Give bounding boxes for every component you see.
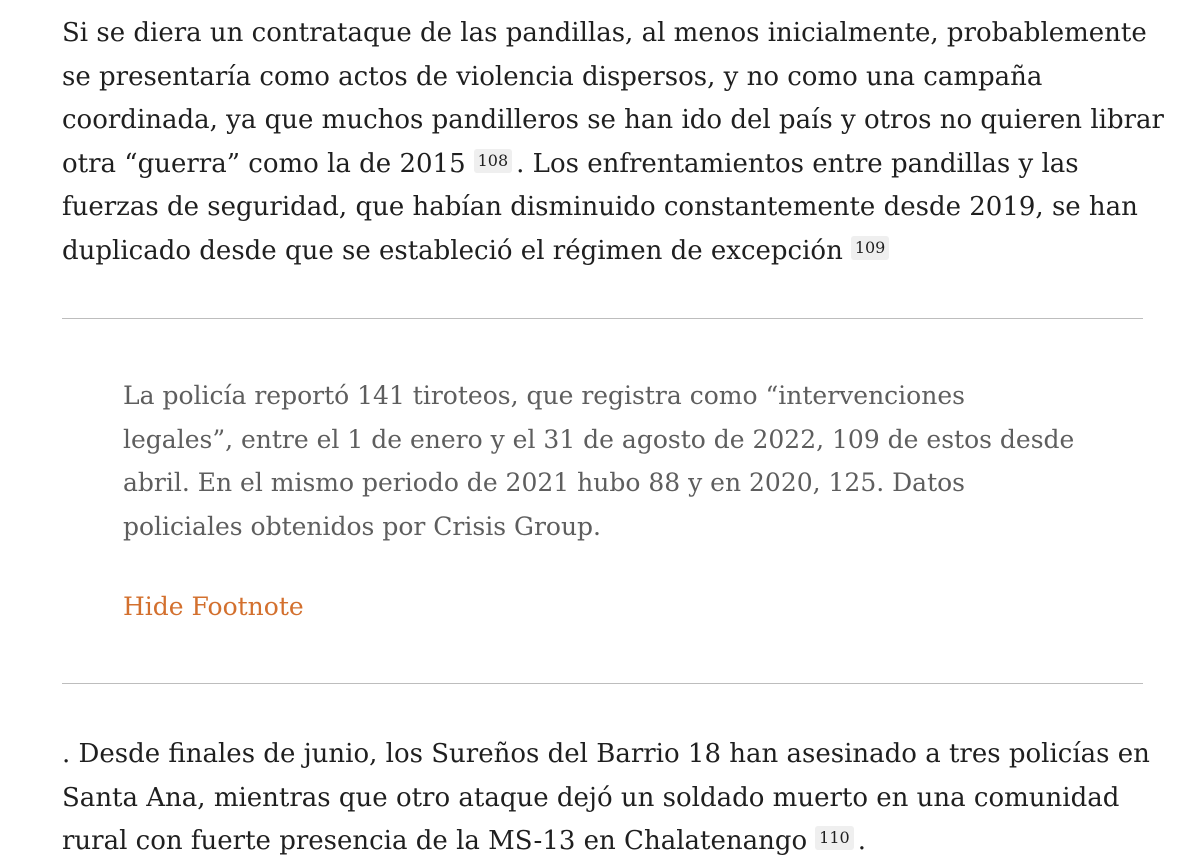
paragraph-text: . Los enfrentamientos entre pandillas y las bbox=[516, 148, 1079, 179]
paragraph-text: . bbox=[857, 826, 866, 856]
footnote-line: policiales obtenidos por Crisis Group. bbox=[123, 511, 601, 541]
paragraph-text: rural con fuerte presencia de la MS-13 en Chalatenango bbox=[62, 826, 808, 856]
article-paragraph bbox=[62, 733, 1152, 864]
paragraph-line: . Desde finales de junio, los Sureños del Barrio 18 han asesinado a tres policías en bbox=[62, 739, 1150, 769]
paragraph-line bbox=[62, 820, 1152, 864]
paragraph-line bbox=[62, 143, 1152, 187]
footnote-ref-109[interactable]: 109 bbox=[851, 236, 890, 260]
paragraph-text: otra “guerra” como la de 2015 bbox=[62, 148, 466, 179]
paragraph-line: Si se diera un contrataque de las pandillas, al menos inicialmente, probablemente bbox=[62, 18, 1147, 48]
footnote-line: legales”, entre el 1 de enero y el 31 de agosto de 2022, 109 de estos desde bbox=[123, 424, 1075, 454]
footnote-ref-110[interactable]: 110 bbox=[815, 826, 854, 850]
paragraph-line: fuerzas de seguridad, que habían disminuido constantemente desde 2019, se han bbox=[62, 192, 1138, 222]
footnote-text bbox=[123, 374, 1123, 548]
footnote-divider-bottom bbox=[62, 683, 1143, 684]
footnote-ref-108[interactable]: 108 bbox=[474, 149, 513, 173]
article-paragraph bbox=[62, 12, 1164, 273]
hide-footnote-link[interactable]: Hide Footnote bbox=[123, 592, 304, 621]
paragraph-line bbox=[62, 230, 1152, 274]
footnote-divider-top bbox=[62, 318, 1143, 319]
paragraph-text: duplicado desde que se estableció el régimen de excepción bbox=[62, 235, 843, 266]
paragraph-line: Santa Ana, mientras que otro ataque dejó un soldado muerto en una comunidad bbox=[62, 782, 1120, 813]
paragraph-line: coordinada, ya que muchos pandilleros se han ido del país y otros no quieren librar bbox=[62, 105, 1164, 135]
footnote-line: abril. En el mismo periodo de 2021 hubo 88 y en 2020, 125. Datos bbox=[123, 468, 966, 497]
paragraph-line: se presentaría como actos de violencia dispersos, y no como una campaña bbox=[62, 61, 1043, 92]
footnote-line: La policía reportó 141 tiroteos, que registra como “intervenciones bbox=[123, 381, 965, 410]
